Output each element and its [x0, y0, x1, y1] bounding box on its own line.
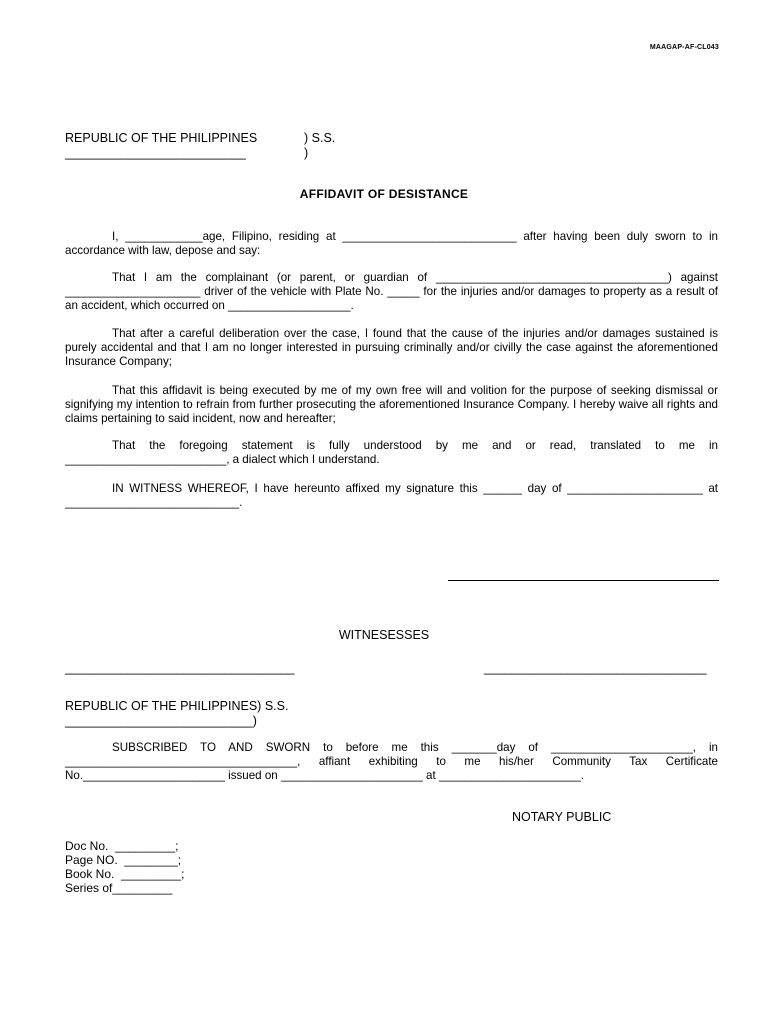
form-code: MAAGAP-AF-CL043	[649, 44, 719, 51]
paragraph-2: That I am the complainant (or parent, or guardian of ____________________________________) against _____________________ driver of the vehicle with Plate No. _____ for the injuries and/or damages to property as a result of an accident, which occurred on ___________________.	[65, 271, 718, 312]
venue-blank: __________________________	[65, 146, 246, 160]
page-no: Page NO. ________;	[65, 853, 182, 867]
venue-republic: REPUBLIC OF THE PHILIPPINES	[65, 131, 258, 145]
venue-ss: ) S.S.	[304, 131, 336, 145]
jurat-venue-republic: REPUBLIC OF THE PHILIPPINES) S.S.	[65, 699, 289, 713]
notary-public-label: NOTARY PUBLIC	[512, 810, 612, 824]
jurat-paragraph: SUBSCRIBED TO AND SWORN to before me this _______day of ______________________, in ____________________________________, affiant exhibiting to me his/her Community Tax Certificate No.______________________ issued on ______________________ at ______________________.	[65, 741, 718, 782]
series-of: Series of_________	[65, 881, 173, 895]
affiant-signature-line	[448, 580, 719, 581]
paragraph-1: I, ____________age, Filipino, residing at ___________________________ after having been duly sworn to in accordance with law, depose and say:	[65, 230, 718, 257]
paragraph-4: That this affidavit is being executed by me of my own free will and volition for the purpose of seeking dismissal or signifying my intention to refrain from further prosecuting the aforementioned Insurance Company. I hereby waive all rights and claims pertaining to said incident, now and hereafter;	[65, 384, 718, 425]
paragraph-6: IN WITNESS WHEREOF, I have hereunto affixed my signature this ______ day of _____________________ at ___________________________.	[65, 482, 718, 509]
witnesses-heading: WITNESESSES	[338, 628, 430, 642]
jurat-venue-blank: ___________________________)	[65, 714, 257, 728]
book-no: Book No. _________;	[65, 867, 185, 881]
document-title: AFFIDAVIT OF DESISTANCE	[299, 187, 469, 201]
doc-no: Doc No. _________;	[65, 839, 179, 853]
witness-signature-line-right: ________________________________	[484, 661, 707, 675]
paragraph-5: That the foregoing statement is fully understood by me and or read, translated to me in _________________________, a dialect which I understand.	[65, 439, 718, 466]
doc-meta	[65, 839, 184, 895]
paragraph-3: That after a careful deliberation over the case, I found that the cause of the injuries and/or damages sustained is purely accidental and that I am no longer interested in pursuing criminally and/or civilly the case against the aforementioned Insurance Company;	[65, 327, 718, 368]
witness-signature-line-left: _________________________________	[65, 661, 295, 675]
venue-paren: )	[304, 146, 309, 160]
